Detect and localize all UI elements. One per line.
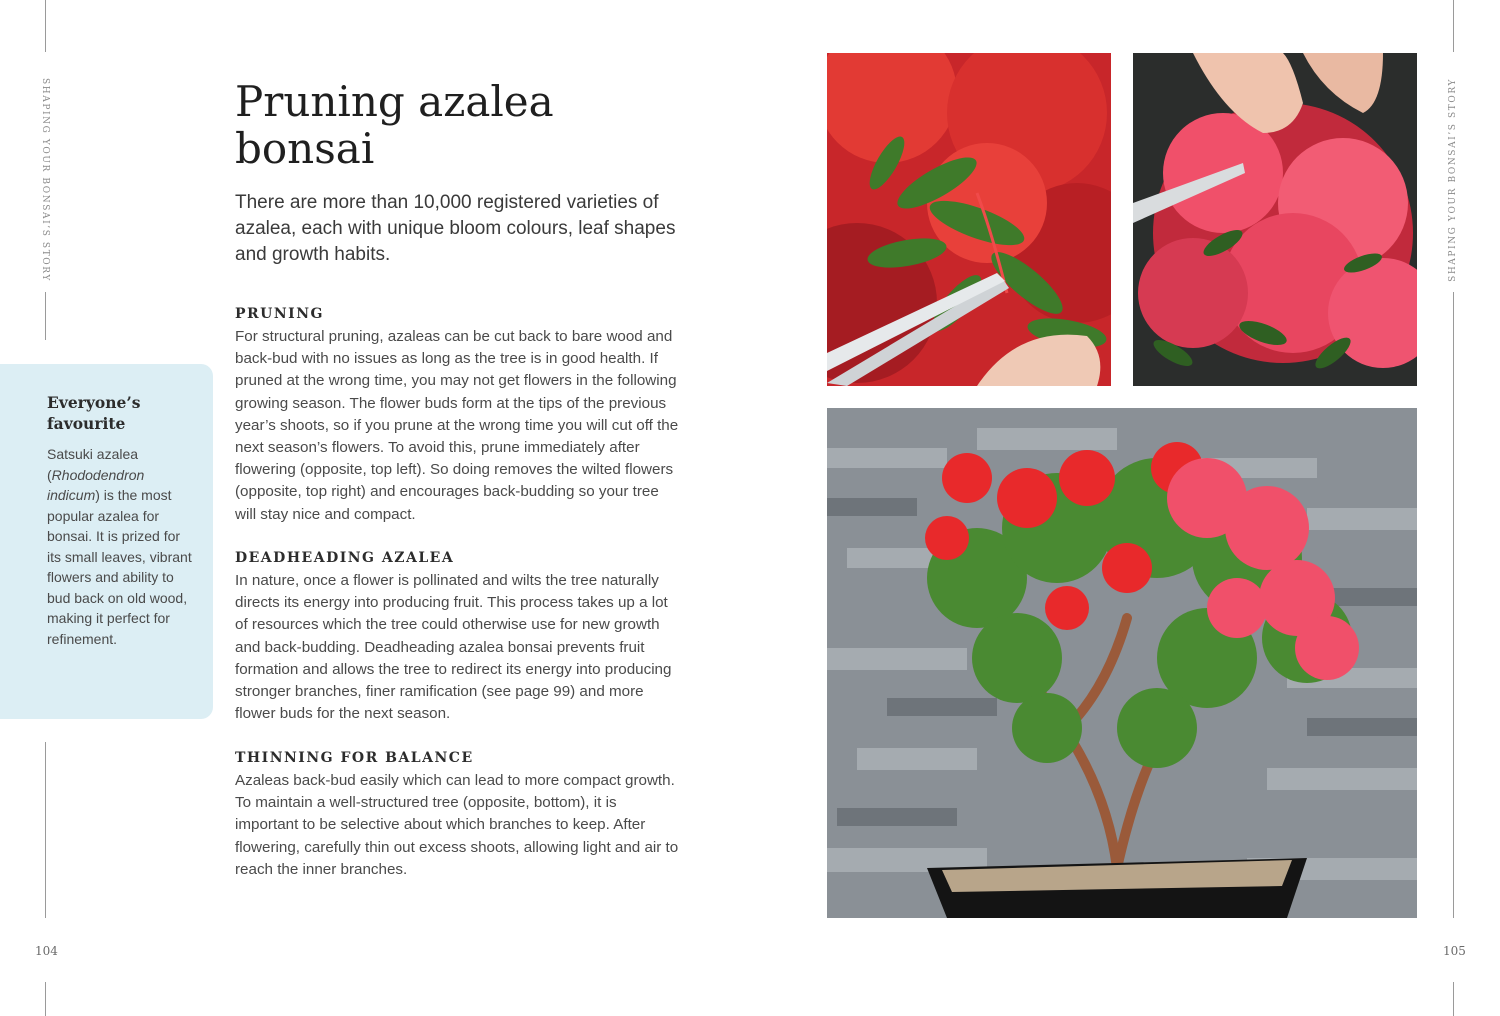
running-head-left: SHAPING YOUR BONSAI’S STORY <box>40 78 50 282</box>
page-number-right: 105 <box>1443 944 1466 958</box>
sidebar-text-end: ) is the most popular azalea for bonsai. It is prized for its small leaves, vibrant flowers and ability to bud back on old wood, making it perfect for refinement. <box>47 487 192 647</box>
right-margin-rule-bottom <box>1453 982 1454 1016</box>
right-margin-rule-low <box>1453 292 1454 918</box>
section-body: In nature, once a flower is pollinated and wilts the tree naturally directs its energy into producing fruit. This process takes up a lot of resources which the tree could otherwise use for new growth and back-budding. Deadheading azalea bonsai prevents fruit formation and allows the tree to redirect its energy into producing stronger branches, finer ramification (see page 99) and more flower buds for the next season. <box>235 572 672 723</box>
running-head-right: SHAPING YOUR BONSAI’S STORY <box>1448 78 1458 282</box>
left-margin-rule-mid <box>45 292 46 340</box>
photo-removing-wilted-flowers <box>1133 53 1417 386</box>
section-body: Azaleas back-bud easily which can lead to more compact growth. To maintain a well-structured tree (opposite, bottom), it is important to be selective about which branches to keep. After flowering, carefully thin out excess shoots, allowing light and air to reach the inner branches. <box>235 772 679 878</box>
page-title: Pruning azalea bonsai <box>235 77 554 173</box>
photo-pruning-after-flowering <box>827 53 1111 386</box>
section-heading: PRUNING <box>235 306 324 322</box>
section-body: For structural pruning, azaleas can be cut back to bare wood and back-bud with no issues as long as the tree is in good health. If pruned at the wrong time, you may not get flowers in the following growing season. The flower buds form at the tips of the previous year’s shoots, so if you prune at the wrong time you will cut off the next season’s flowers. To avoid this, prune immediately after flowering (opposite, top left). So doing removes the wilted flowers (opposite, top right) and encourages back-budding so your tree will stay nice and compact. <box>235 328 679 523</box>
left-margin-rule-low <box>45 742 46 918</box>
sidebar-text <box>47 444 193 649</box>
right-margin-rule-top <box>1453 0 1454 52</box>
sidebar-box <box>0 364 213 719</box>
photo-azalea-bonsai-tree <box>827 408 1417 918</box>
section-pruning <box>235 304 680 526</box>
page-number-left: 104 <box>35 944 58 958</box>
left-margin-rule-bottom <box>45 982 46 1016</box>
section-thinning <box>235 748 680 881</box>
section-heading: DEADHEADING AZALEA <box>235 550 455 566</box>
left-margin-rule-top <box>45 0 46 52</box>
sidebar-heading: Everyone’s favourite <box>47 393 141 433</box>
section-deadheading <box>235 548 680 725</box>
intro-paragraph: There are more than 10,000 registered varieties of azalea, each with unique bloom colours, leaf shapes and growth habits. <box>235 192 676 265</box>
sidebar-text-start: Satsuki azalea ( <box>47 446 139 483</box>
sidebar-text-latin-name: Rhododendron indicum <box>47 466 145 503</box>
section-heading: THINNING FOR BALANCE <box>235 750 474 766</box>
